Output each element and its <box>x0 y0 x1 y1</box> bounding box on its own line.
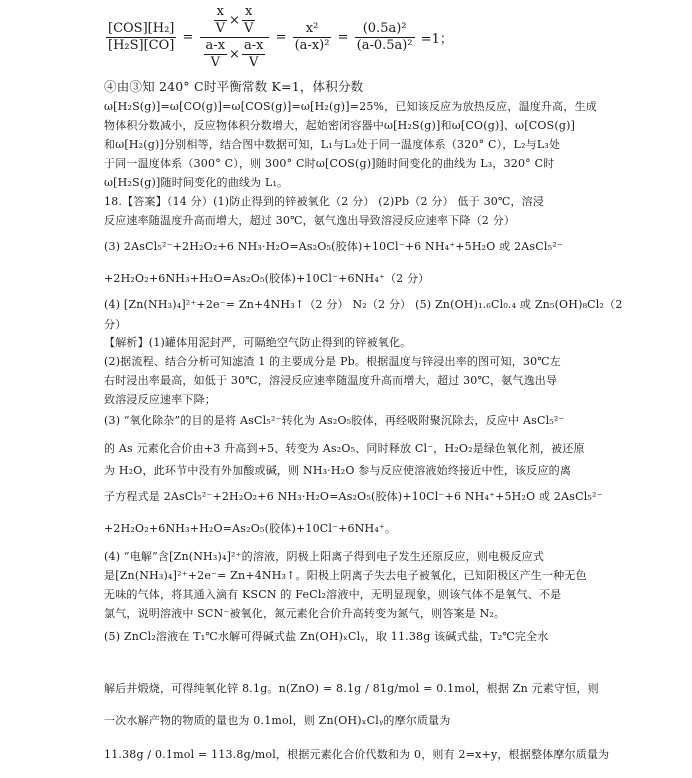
text-line: 物体积分数减小，反应物体积分数增大，起始密闭容器中ω[H₂S(g)]和ω[CO(g)]、ω[COS(g)] <box>104 119 576 132</box>
answer-heading: 18.【答案】（14 分）(1)防止得到的锌被氧化（2 分） (2)Pb（2 分） 低于 30℃，溶浸 <box>104 195 545 208</box>
text-line: 反应速率随温度升高而增大，超过 30℃，氨气逸出导致溶浸反应速率下降（2 分） <box>104 214 516 227</box>
text-line: 右时浸出率最高，如低于 30℃，溶浸反应速率随温度升高而增大，超过 30℃，氨气逸出导 <box>104 374 558 387</box>
fraction-values: $\frac{\text{(0.5a)²}}{\text{(a-0.5a)²}}$ <box>356 21 413 53</box>
fraction-squared: $\frac{\text{x²}}{\text{(a-x)²}}$ <box>294 21 330 53</box>
text-line: 无味的气体，将其通入滴有 KSCN 的 FeCl₂溶液中，无明显现象，则该气体不是氧气、不是 <box>104 588 562 601</box>
text-line: 为 H₂O，此环节中没有外加酸或碱，则 NH₃·H₂O 参与反应使溶液始终接近中性，该反应的离 <box>104 464 572 477</box>
analysis-heading: 【解析】(1)罐体用泥封严，可隔绝空气防止得到的锌被氧化。 <box>104 336 412 349</box>
text-line: (2)据流程、结合分析可知滤渣 1 的主要成分是 Pb。根据温度与锌浸出率的图可知，30℃左 <box>104 355 562 368</box>
text-line: (4) [Zn(NH₃)₄]²⁺+2e⁻= Zn+4NH₃↑（2 分） N₂（2 分） (5) Zn(OH)₁.₆Cl₀.₄ 或 Zn₅(OH)₈Cl₂（2 <box>104 298 623 311</box>
text-line: ω[H₂S(g)]=ω[CO(g)]=ω[COS(g)]=ω[H₂(g)]=25%，已知该反应为放热反应，温度升高，生成 <box>104 100 597 113</box>
text-line: (4) “电解”含[Zn(NH₃)₄]²⁺的溶液，阴极上阳离子得到电子发生还原反应，则电极反应式 <box>104 550 545 563</box>
equilibrium-formula: $\frac{\text{[COS][H₂]}}{\text{[H₂S][CO]}}$ = $\frac{x}{V}$ × $\frac{x}{V}$ $\frac{a-x}{V}$ × $\frac{a-x}{V}$ = $\frac{\text{x²}}{\text{(a-x)²}}$ = $\frac{\text{(0.5a)²}}{\text{(a-0.5a)²}}$ =1； <box>108 4 453 70</box>
text-line: 氯气，说明溶液中 SCN⁻被氧化，氮元素化合价升高转变为氮气，则答案是 N₂。 <box>104 607 506 620</box>
text-line: 是[Zn(NH₃)₄]²⁺+2e⁻= Zn+4NH₃↑。阳极上阴离子失去电子被氧化，已知阳极区产生一种无色 <box>104 569 587 582</box>
text-line: +2H₂O₂+6NH₃+H₂O=As₂O₅(胶体)+10Cl⁻+6NH₄⁺（2 分） <box>104 272 430 285</box>
text-line: (3) “氧化除杂”的目的是将 AsCl₅²⁻转化为 As₂O₅胶体，再经吸附聚沉除去，反应中 AsCl₅²⁻ <box>104 414 565 427</box>
text-line: 子方程式是 2AsCl₅²⁻+2H₂O₂+6 NH₃·H₂O=As₂O₅(胶体)+10Cl⁻+6 NH₄⁺+5H₂O 或 2AsCl₅²⁻ <box>104 490 603 503</box>
text-line: (3) 2AsCl₅²⁻+2H₂O₂+6 NH₃·H₂O=As₂O₅(胶体)+10Cl⁻+6 NH₄⁺+5H₂O 或 2AsCl₅²⁻ <box>104 240 563 253</box>
text-line: ω[H₂S(g)]随时间变化的曲线为 L₁。 <box>104 176 289 189</box>
text-line: 于同一温度体系（300° C），则 300° C时ω[COS(g)]随时间变化的曲线为 L₃，320° C时 <box>104 157 555 170</box>
text-line: +2H₂O₂+6NH₃+H₂O=As₂O₅(胶体)+10Cl⁻+6NH₄⁺。 <box>104 522 397 535</box>
text-line: 致溶浸反应速率下降； <box>104 393 216 406</box>
fraction-middle: $\frac{x}{V}$ × $\frac{x}{V}$ $\frac{a-x}{V}$ × $\frac{a-x}{V}$ <box>200 4 270 71</box>
text-line: 分） <box>104 318 127 331</box>
fraction-lhs: $\frac{\text{[COS][H₂]}}{\text{[H₂S][CO]}}$ <box>108 21 175 53</box>
text-line: 11.38g / 0.1mol = 113.8g/mol，根据元素化合价代数和为 0，则有 2=x+y，根据整体摩尔质量为 <box>104 748 610 761</box>
text-line: 解后并煅烧，可得纯氧化锌 8.1g。n(ZnO) = 8.1g / 81g/mol = 0.1mol，根据 Zn 元素守恒，则 <box>104 682 599 695</box>
text-line: (5) ZnCl₂溶液在 T₁℃水解可得碱式盐 Zn(OH)ₓClᵧ，取 11.38g 该碱式盐，T₂℃完全水 <box>104 630 549 643</box>
text-line: 一次水解产物的物质的量也为 0.1mol，则 Zn(OH)ₓClᵧ的摩尔质量为 <box>104 714 451 727</box>
text-line: 的 As 元素化合价由+3 升高到+5、转变为 As₂O₅、同时释放 Cl⁻，H₂O₂是绿色氧化剂，被还原 <box>104 442 585 455</box>
text-line: ④由③知 240° C时平衡常数 K=1，体积分数 <box>104 79 364 94</box>
text-line: 和ω[H₂(g)]分别相等，结合图中数据可知，L₁与L₃处于同一温度体系（320° C），L₂与L₃处 <box>104 138 561 151</box>
